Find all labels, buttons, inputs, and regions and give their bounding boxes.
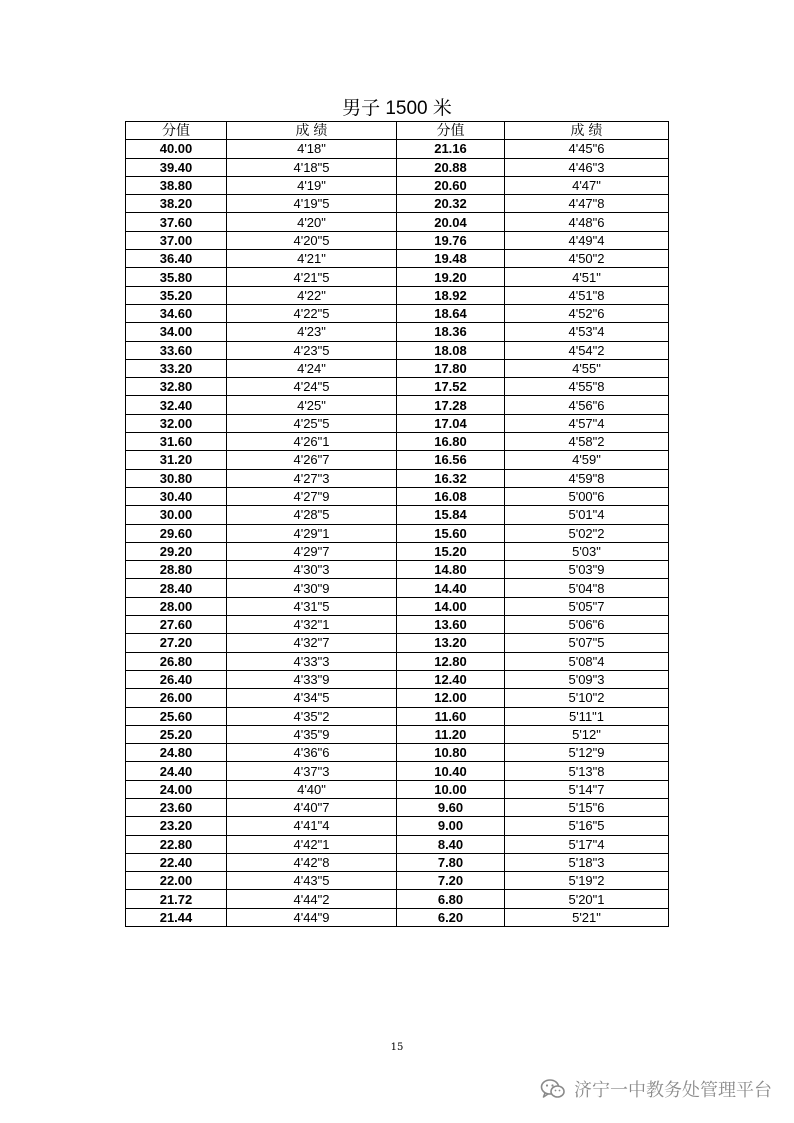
table-row [126,231,669,249]
table-row [126,561,669,579]
score-right-cell: 19.20 [397,268,505,286]
score-left-cell: 24.40 [126,762,227,780]
result-right-cell: 5'04"8 [505,579,669,597]
score-right-cell: 11.60 [397,707,505,725]
score-right-cell: 18.92 [397,286,505,304]
score-right-cell: 20.32 [397,195,505,213]
table-row [126,817,669,835]
result-left-cell: 4'29"1 [227,524,397,542]
result-left-cell: 4'26"7 [227,451,397,469]
result-right-cell: 4'59"8 [505,469,669,487]
score-left-cell: 34.00 [126,323,227,341]
score-left-cell: 37.60 [126,213,227,231]
table-row [126,469,669,487]
score-right-cell: 14.80 [397,561,505,579]
score-left-cell: 25.60 [126,707,227,725]
result-right-cell: 5'05"7 [505,597,669,615]
result-left-cell: 4'42"1 [227,835,397,853]
result-right-cell: 4'55"8 [505,378,669,396]
table-row [126,451,669,469]
result-right-cell: 4'50"2 [505,250,669,268]
result-right-cell: 5'19"2 [505,872,669,890]
table-body [126,140,669,927]
score-right-cell: 12.00 [397,689,505,707]
score-right-cell: 10.00 [397,780,505,798]
score-right-cell: 14.40 [397,579,505,597]
result-right-cell: 5'07"5 [505,634,669,652]
result-left-cell: 4'31"5 [227,597,397,615]
header-result-left: 成 绩 [227,122,397,140]
result-left-cell: 4'24"5 [227,378,397,396]
result-right-cell: 4'52"6 [505,304,669,322]
table-row [126,433,669,451]
result-left-cell: 4'44"9 [227,908,397,926]
score-right-cell: 8.40 [397,835,505,853]
result-right-cell: 4'55" [505,359,669,377]
score-left-cell: 29.60 [126,524,227,542]
table-row [126,744,669,762]
result-right-cell: 5'15"6 [505,798,669,816]
result-left-cell: 4'34"5 [227,689,397,707]
table-row [126,872,669,890]
score-left-cell: 29.20 [126,542,227,560]
score-left-cell: 24.80 [126,744,227,762]
score-left-cell: 35.80 [126,268,227,286]
score-left-cell: 32.80 [126,378,227,396]
table-row [126,213,669,231]
score-left-cell: 38.80 [126,176,227,194]
score-right-cell: 20.04 [397,213,505,231]
score-right-cell: 9.60 [397,798,505,816]
score-left-cell: 21.44 [126,908,227,926]
score-right-cell: 17.28 [397,396,505,414]
score-left-cell: 26.80 [126,652,227,670]
table-row [126,616,669,634]
result-left-cell: 4'41"4 [227,817,397,835]
table-row [126,524,669,542]
result-left-cell: 4'18" [227,140,397,158]
table-row [126,689,669,707]
score-right-cell: 19.76 [397,231,505,249]
score-right-cell: 10.80 [397,744,505,762]
table-row [126,158,669,176]
score-left-cell: 26.40 [126,670,227,688]
result-left-cell: 4'19" [227,176,397,194]
result-left-cell: 4'33"9 [227,670,397,688]
score-left-cell: 38.20 [126,195,227,213]
score-right-cell: 10.40 [397,762,505,780]
table-row [126,908,669,926]
result-left-cell: 4'27"9 [227,487,397,505]
result-left-cell: 4'27"3 [227,469,397,487]
result-left-cell: 4'44"2 [227,890,397,908]
result-left-cell: 4'37"3 [227,762,397,780]
result-left-cell: 4'19"5 [227,195,397,213]
score-left-cell: 27.20 [126,634,227,652]
score-right-cell: 19.48 [397,250,505,268]
result-right-cell: 5'01"4 [505,506,669,524]
result-right-cell: 4'53"4 [505,323,669,341]
table-row [126,579,669,597]
result-left-cell: 4'22" [227,286,397,304]
result-left-cell: 4'21"5 [227,268,397,286]
score-right-cell: 16.32 [397,469,505,487]
score-right-cell: 17.04 [397,414,505,432]
table-row [126,707,669,725]
score-left-cell: 31.60 [126,433,227,451]
table-row [126,725,669,743]
score-left-cell: 28.40 [126,579,227,597]
result-right-cell: 4'49"4 [505,231,669,249]
score-right-cell: 13.60 [397,616,505,634]
table-row [126,268,669,286]
score-left-cell: 40.00 [126,140,227,158]
result-right-cell: 4'48"6 [505,213,669,231]
score-left-cell: 30.00 [126,506,227,524]
result-right-cell: 4'51"8 [505,286,669,304]
result-right-cell: 4'45"6 [505,140,669,158]
score-right-cell: 6.80 [397,890,505,908]
result-left-cell: 4'24" [227,359,397,377]
result-left-cell: 4'36"6 [227,744,397,762]
score-right-cell: 7.20 [397,872,505,890]
table-row [126,140,669,158]
result-right-cell: 5'13"8 [505,762,669,780]
result-left-cell: 4'29"7 [227,542,397,560]
score-right-cell: 16.80 [397,433,505,451]
result-right-cell: 5'09"3 [505,670,669,688]
score-left-cell: 31.20 [126,451,227,469]
score-left-cell: 33.20 [126,359,227,377]
result-right-cell: 5'03" [505,542,669,560]
score-left-cell: 36.40 [126,250,227,268]
score-left-cell: 22.80 [126,835,227,853]
score-left-cell: 30.40 [126,487,227,505]
result-left-cell: 4'23"5 [227,341,397,359]
header-score-left: 分值 [126,122,227,140]
table-row [126,359,669,377]
result-left-cell: 4'25"5 [227,414,397,432]
result-left-cell: 4'22"5 [227,304,397,322]
score-right-cell: 14.00 [397,597,505,615]
score-right-cell: 15.84 [397,506,505,524]
result-right-cell: 5'14"7 [505,780,669,798]
score-left-cell: 21.72 [126,890,227,908]
result-left-cell: 4'23" [227,323,397,341]
result-left-cell: 4'35"2 [227,707,397,725]
result-right-cell: 5'11"1 [505,707,669,725]
result-left-cell: 4'18"5 [227,158,397,176]
table-row [126,762,669,780]
score-right-cell: 12.40 [397,670,505,688]
score-right-cell: 6.20 [397,908,505,926]
score-left-cell: 22.40 [126,853,227,871]
table-row [126,341,669,359]
score-left-cell: 30.80 [126,469,227,487]
table-row [126,304,669,322]
table-row [126,780,669,798]
score-left-cell: 22.00 [126,872,227,890]
table-row [126,396,669,414]
result-right-cell: 5'00"6 [505,487,669,505]
table-row [126,250,669,268]
result-right-cell: 5'12" [505,725,669,743]
score-right-cell: 20.88 [397,158,505,176]
table-row [126,195,669,213]
result-left-cell: 4'32"7 [227,634,397,652]
result-right-cell: 4'51" [505,268,669,286]
table-row [126,597,669,615]
score-left-cell: 28.00 [126,597,227,615]
table-row [126,835,669,853]
result-right-cell: 5'12"9 [505,744,669,762]
score-left-cell: 27.60 [126,616,227,634]
score-right-cell: 17.52 [397,378,505,396]
result-left-cell: 4'33"3 [227,652,397,670]
table-row [126,853,669,871]
table-row [126,176,669,194]
result-left-cell: 4'40"7 [227,798,397,816]
score-right-cell: 13.20 [397,634,505,652]
table-header-row [126,122,669,140]
result-left-cell: 4'32"1 [227,616,397,634]
score-left-cell: 24.00 [126,780,227,798]
score-right-cell: 17.80 [397,359,505,377]
wechat-icon [540,1078,566,1100]
score-left-cell: 32.00 [126,414,227,432]
score-left-cell: 35.20 [126,286,227,304]
header-result-right: 成 绩 [505,122,669,140]
score-left-cell: 37.00 [126,231,227,249]
result-left-cell: 4'30"9 [227,579,397,597]
table-row [126,378,669,396]
result-left-cell: 4'28"5 [227,506,397,524]
result-right-cell: 5'02"2 [505,524,669,542]
result-right-cell: 5'18"3 [505,853,669,871]
result-right-cell: 4'56"6 [505,396,669,414]
score-right-cell: 20.60 [397,176,505,194]
table-row [126,487,669,505]
table-row [126,670,669,688]
result-right-cell: 4'59" [505,451,669,469]
score-left-cell: 25.20 [126,725,227,743]
score-left-cell: 23.60 [126,798,227,816]
score-right-cell: 16.56 [397,451,505,469]
table-row [126,286,669,304]
result-left-cell: 4'35"9 [227,725,397,743]
watermark [540,1076,772,1102]
score-left-cell: 32.40 [126,396,227,414]
page-title: 男子 1500 米 [342,98,452,119]
result-right-cell: 5'20"1 [505,890,669,908]
result-right-cell: 4'47"8 [505,195,669,213]
result-left-cell: 4'30"3 [227,561,397,579]
result-right-cell: 5'16"5 [505,817,669,835]
result-right-cell: 5'10"2 [505,689,669,707]
score-right-cell: 15.20 [397,542,505,560]
score-left-cell: 23.20 [126,817,227,835]
result-right-cell: 5'17"4 [505,835,669,853]
table-row [126,634,669,652]
table-row [126,890,669,908]
watermark-text: 济宁一中教务处管理平台 [574,1080,772,1100]
result-right-cell: 4'47" [505,176,669,194]
score-right-cell: 21.16 [397,140,505,158]
score-left-cell: 26.00 [126,689,227,707]
result-right-cell: 4'58"2 [505,433,669,451]
result-left-cell: 4'25" [227,396,397,414]
result-left-cell: 4'26"1 [227,433,397,451]
result-right-cell: 5'08"4 [505,652,669,670]
score-left-cell: 33.60 [126,341,227,359]
table-row [126,542,669,560]
score-left-cell: 28.80 [126,561,227,579]
table-row [126,798,669,816]
result-right-cell: 5'21" [505,908,669,926]
table-row [126,506,669,524]
result-left-cell: 4'43"5 [227,872,397,890]
table-row [126,323,669,341]
page-number: 15 [390,1042,404,1053]
score-right-cell: 7.80 [397,853,505,871]
score-left-cell: 34.60 [126,304,227,322]
score-right-cell: 12.80 [397,652,505,670]
header-score-right: 分值 [397,122,505,140]
result-left-cell: 4'20"5 [227,231,397,249]
result-right-cell: 5'06"6 [505,616,669,634]
result-left-cell: 4'21" [227,250,397,268]
score-right-cell: 16.08 [397,487,505,505]
score-table [125,121,669,927]
result-right-cell: 4'54"2 [505,341,669,359]
score-right-cell: 15.60 [397,524,505,542]
score-right-cell: 18.08 [397,341,505,359]
result-left-cell: 4'42"8 [227,853,397,871]
score-right-cell: 18.64 [397,304,505,322]
result-right-cell: 4'57"4 [505,414,669,432]
result-left-cell: 4'20" [227,213,397,231]
result-left-cell: 4'40" [227,780,397,798]
score-right-cell: 9.00 [397,817,505,835]
result-right-cell: 4'46"3 [505,158,669,176]
table-row [126,652,669,670]
table-row [126,414,669,432]
score-right-cell: 11.20 [397,725,505,743]
result-right-cell: 5'03"9 [505,561,669,579]
score-right-cell: 18.36 [397,323,505,341]
score-left-cell: 39.40 [126,158,227,176]
